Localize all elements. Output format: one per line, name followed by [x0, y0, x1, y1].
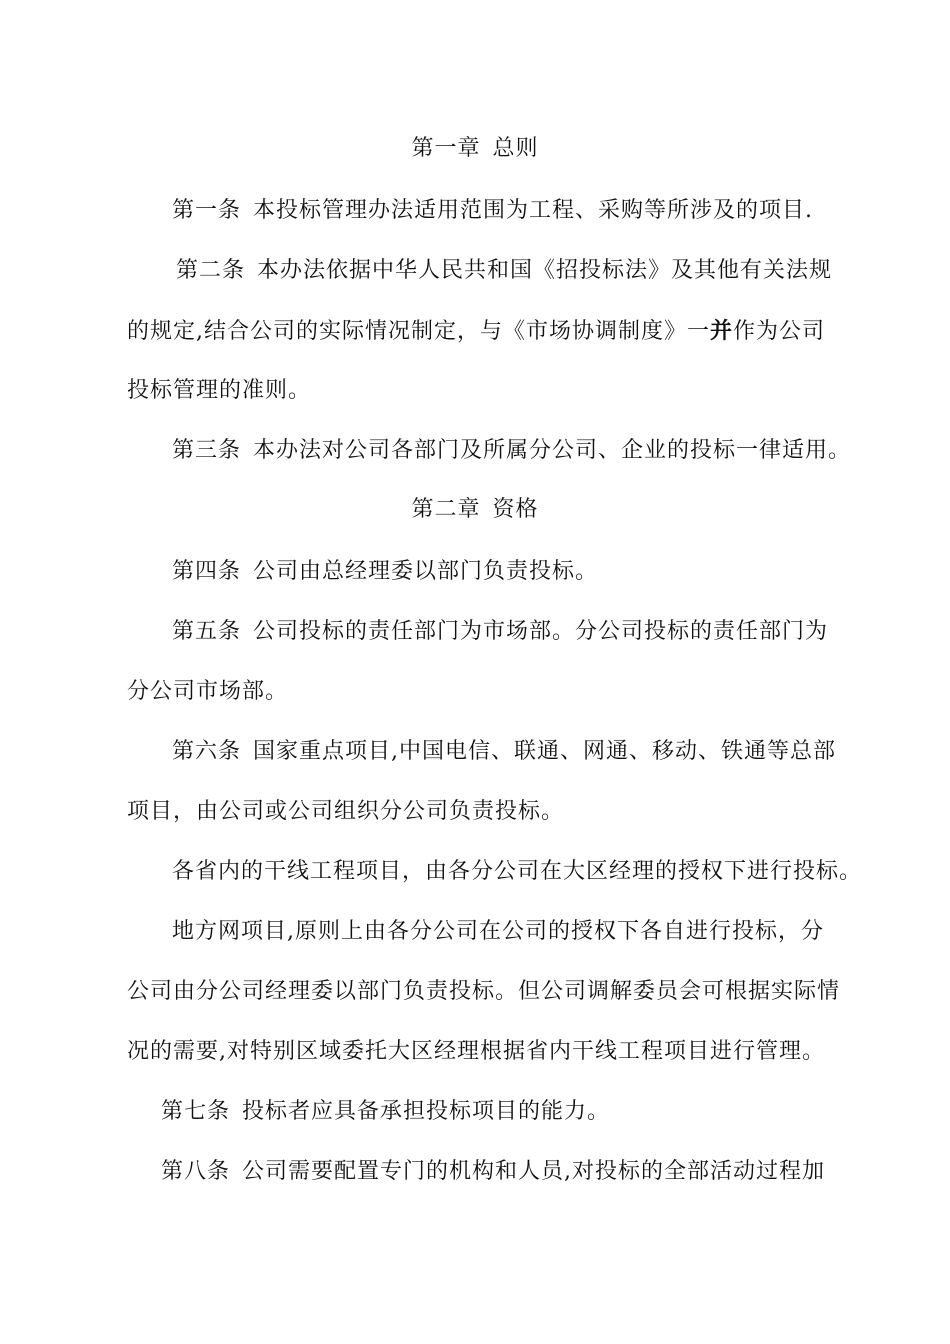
article-text: 作为公司: [733, 319, 826, 344]
article-6-para-3-line-2: [127, 977, 840, 1007]
article-text: 公司需要配置专门的机构和人员,对投标的全部活动过程加: [242, 1159, 826, 1184]
chapter-number: 第二章: [411, 497, 481, 522]
article-number: 第四条: [172, 559, 242, 584]
article-2-line-3: [127, 376, 311, 406]
article-text: 国家重点项目,中国电信、联通、网通、移动、铁通等总部: [253, 739, 837, 764]
article-text: 投标者应具备承担投标项目的能力。: [242, 1099, 611, 1124]
article-text: 公司由分公司经理委以部门负责投标。但公司调解委员会可根据实际情: [127, 979, 841, 1004]
article-number: 第六条: [172, 739, 242, 764]
article-text: 况的需要,对特别区域委托大区经理根据省内干线工程项目进行管理。: [127, 1039, 825, 1064]
article-6-para-3-line-1: [172, 917, 824, 947]
article-number: 第三条: [172, 438, 242, 463]
article-number: 第一条: [172, 198, 242, 223]
article-text: 本投标管理办法适用范围为工程、采购等所涉及的项目.: [253, 198, 814, 223]
article-8-line-1: [161, 1157, 825, 1187]
article-number: 第二条: [176, 258, 246, 283]
chapter-number: 第一章: [411, 136, 481, 161]
article-3: [172, 436, 851, 466]
chapter-2-heading: [0, 495, 950, 525]
article-text: 本办法对公司各部门及所属分公司、企业的投标一律适用。: [253, 438, 852, 463]
article-5-line-1: [172, 617, 828, 647]
article-text: 的规定,结合公司的实际情况制定，与《市场协调制度》一: [127, 319, 710, 344]
article-text-bold: 并: [710, 318, 734, 344]
article-4: [172, 557, 598, 587]
article-text: 各省内的干线工程项目，由各分公司在大区经理的授权下进行投标。: [172, 859, 863, 884]
article-2-line-2: [127, 316, 825, 347]
article-number: 第五条: [172, 619, 242, 644]
article-text: 公司投标的责任部门为市场部。分公司投标的责任部门为: [253, 619, 829, 644]
chapter-1-heading: [0, 134, 950, 164]
article-text: 项目，由公司或公司组织分公司负责投标。: [127, 799, 565, 824]
chapter-title: 资格: [492, 497, 539, 522]
article-1: [172, 196, 813, 226]
article-7: [161, 1097, 610, 1127]
article-text: 地方网项目,原则上由各分公司在公司的授权下各自进行投标，分: [172, 919, 824, 944]
article-5-line-2: [127, 677, 288, 707]
article-text: 本办法依据中华人民共和国《招投标法》及其他有关法规: [257, 258, 833, 283]
article-text: 分公司市场部。: [127, 679, 289, 704]
article-6-line-1: [172, 737, 836, 767]
article-6-line-2: [127, 797, 564, 827]
chapter-title: 总则: [492, 136, 539, 161]
article-number: 第八条: [161, 1159, 231, 1184]
article-6-para-2: [172, 857, 862, 887]
article-6-para-3-line-3: [127, 1037, 825, 1067]
article-2-line-1: [176, 256, 832, 286]
article-text: 投标管理的准则。: [127, 378, 312, 403]
article-text: 公司由总经理委以部门负责投标。: [253, 559, 599, 584]
article-number: 第七条: [161, 1099, 231, 1124]
